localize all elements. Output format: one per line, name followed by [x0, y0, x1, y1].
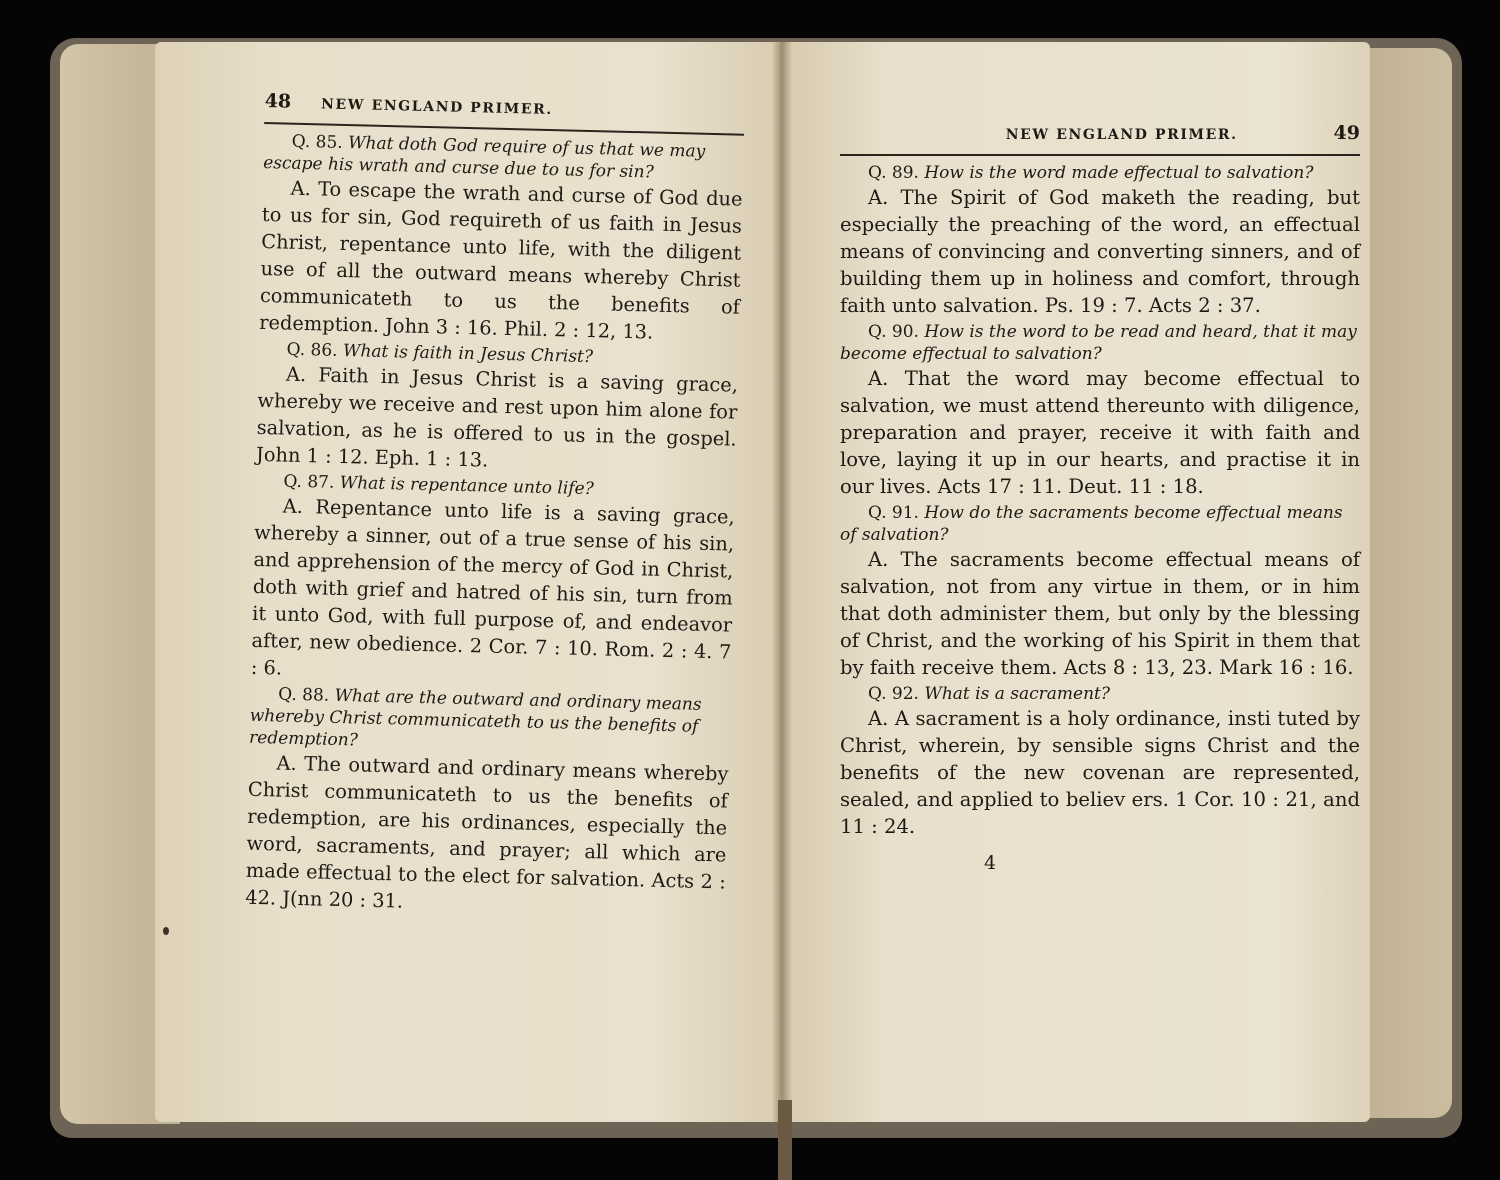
right-page-content — [840, 122, 1360, 874]
right-page — [780, 42, 1370, 1122]
question-number: Q. 85. — [291, 131, 343, 153]
bookmark-ribbon — [778, 1100, 792, 1180]
answer: A. Faith in Jesus Christ is a saving grace, whereby we receive and rest upon him alone for salvation, as he is offered to us in the gospel. John 1 : 12. Eph. 1 : 13. — [255, 362, 739, 472]
question-text: How do the sacraments become effectual means of salvation? — [840, 503, 1343, 545]
answer: A. That the wɷrd may become effectual to salvation, we must attend thereunto with diligence, preparation and prayer, receive it with faith and love, laying it up in our hearts, and practise it in our lives. Acts 17 : 11. Deut. 11 : 18. — [840, 367, 1360, 498]
running-head-title: NEW ENGLAND PRIMER. — [1005, 127, 1238, 143]
question — [840, 502, 1360, 546]
page-number: 48 — [264, 90, 292, 113]
answer: A. The Spirit of God maketh the reading, but especially the preaching of the word, an effectual means of convincing and converting sinners, and of building them up in holiness and comfort, through faith unto salvation. Ps. 19 : 7. Acts 2 : 37. — [840, 186, 1360, 317]
running-head-title: NEW ENGLAND PRIMER. — [320, 96, 554, 119]
question-number: Q. 91. — [868, 503, 919, 523]
right-running-head — [840, 122, 1360, 144]
open-book — [50, 30, 1462, 1150]
question-text: How is the word to be read and heard, that it may become effectual to salvation? — [840, 322, 1357, 364]
answer: A. To escape the wrath and curse of God due to us for sin, God requireth of us faith in Jesus Christ, repentance unto life, with the diligent use of all the outward means whereby Christ communicateth to us the benefits of redemption. John 3 : 16. Phil. 2 : 12, 13. — [259, 176, 743, 344]
left-running-head — [264, 90, 744, 124]
question — [840, 321, 1360, 365]
answer: A. The outward and ordinary means whereby Christ communicateth to us the benefits of redemption, are his ordinances, especially the word, sacraments, and prayer; all which are made effectual to the elect for salvation. Acts 2 : 42. J(nn 20 : 31. — [244, 751, 729, 913]
left-page-content — [245, 90, 745, 924]
left-page — [155, 42, 780, 1122]
question-text: What are the outward and ordinary means whereby Christ communicateth to us the benefits of redemption? — [248, 685, 702, 751]
answer: A. The sacraments become effectual means of salvation, not from any virtue in them, or in him that doth administer them, but only by the blessing of Christ, and the working of his Spirit in them that by faith receive them. Acts 8 : 13, 23. Mark 16 : 16. — [840, 548, 1360, 679]
signature-mark: 4 — [983, 852, 997, 874]
question-number: Q. 88. — [277, 684, 330, 706]
book-gutter — [772, 42, 792, 1122]
question — [840, 683, 1360, 705]
question-number: Q. 90. — [868, 322, 919, 342]
question-text: What doth God require of us that we may escape his wrath and curse due to us for sin? — [262, 133, 706, 183]
question-text: What is repentance unto life? — [339, 472, 594, 500]
question — [249, 683, 730, 761]
question-number: Q. 86. — [286, 339, 338, 361]
paper-spot — [163, 927, 169, 935]
question-number: Q. 87. — [283, 471, 335, 493]
head-rule — [840, 154, 1360, 156]
question-text: How is the word made effectual to salvation? — [924, 163, 1314, 183]
question-number: Q. 89. — [868, 163, 919, 183]
answer: A. Repentance unto life is a saving grace, whereby a sinner, out of a true sense of his sin, and apprehension of the mercy of God in Christ, doth with grief and hatred of his sin, turn from it unto God, with full purpose of, and endeavor after, new obedience. 2 Cor. 7 : 10. Rom. 2 : 4. 7 : 6. — [250, 494, 735, 680]
question-text: What is faith in Jesus Christ? — [342, 340, 594, 368]
page-number: 49 — [1333, 122, 1360, 144]
question-number: Q. 92. — [868, 684, 919, 704]
question-text: What is a sacrament? — [924, 684, 1110, 704]
answer: A. A sacrament is a holy ordinance, insti tuted by Christ, wherein, by sensible signs Christ and the benefits of the new covenan are represented, sealed, and applied to believ ers. 1 Cor. 10 : 21, and 11 : 24. — [840, 707, 1360, 838]
question — [840, 162, 1360, 184]
